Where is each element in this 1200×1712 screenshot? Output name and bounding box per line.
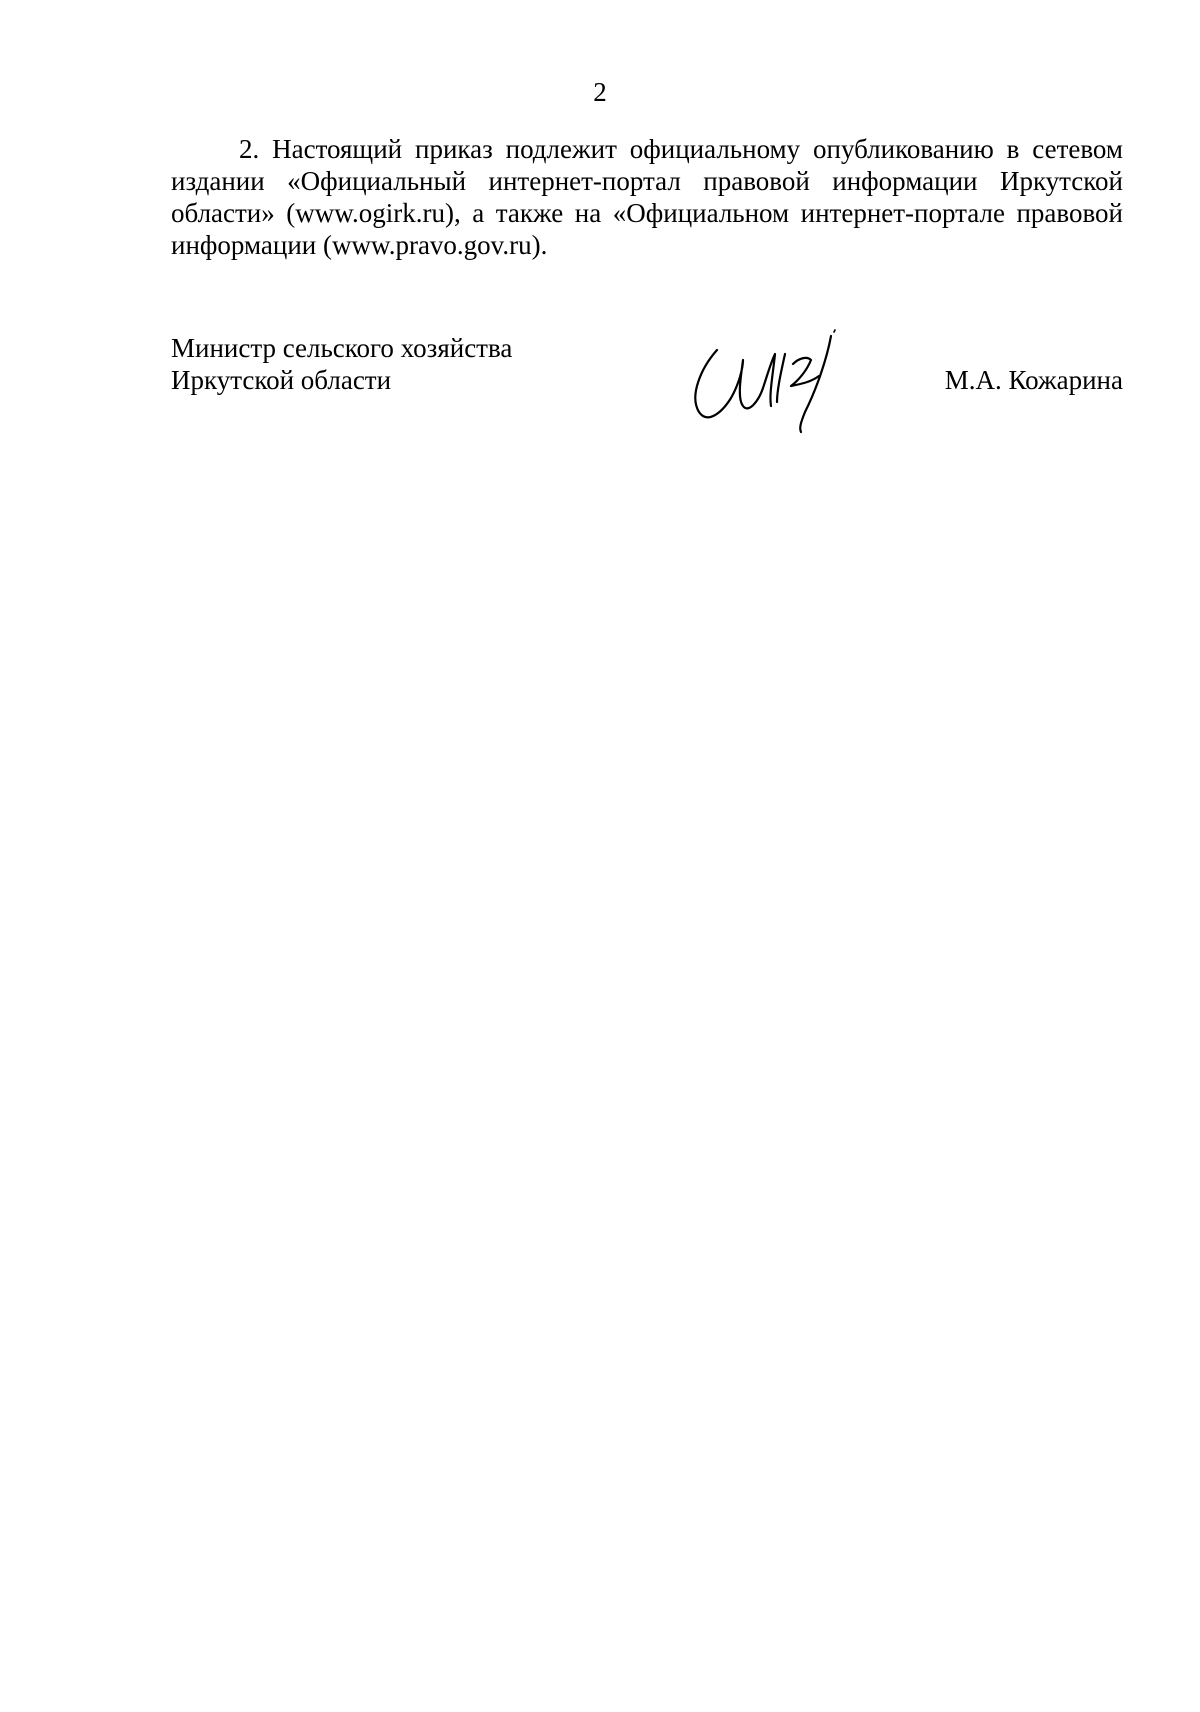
signatory-title-line-1: Министр сельского хозяйства (171, 333, 513, 363)
page-number: 2 (593, 77, 607, 107)
signatory-title-line-2: Иркутской области (171, 365, 392, 395)
handwritten-signature-icon (681, 328, 861, 438)
signatory-title (171, 332, 512, 396)
body-paragraph: 2. Настоящий приказ подлежит официальному опубликованию в сетевом издании «Официальный интернет-портал правовой информации Иркутской области» (www.ogirk.ru), а также на «Официальном интернет-портале правовой информации (www.pravo.gov.ru). (171, 134, 1123, 260)
signatory-name: М.А. Кожарина (944, 365, 1123, 395)
signature-block (171, 332, 1123, 442)
